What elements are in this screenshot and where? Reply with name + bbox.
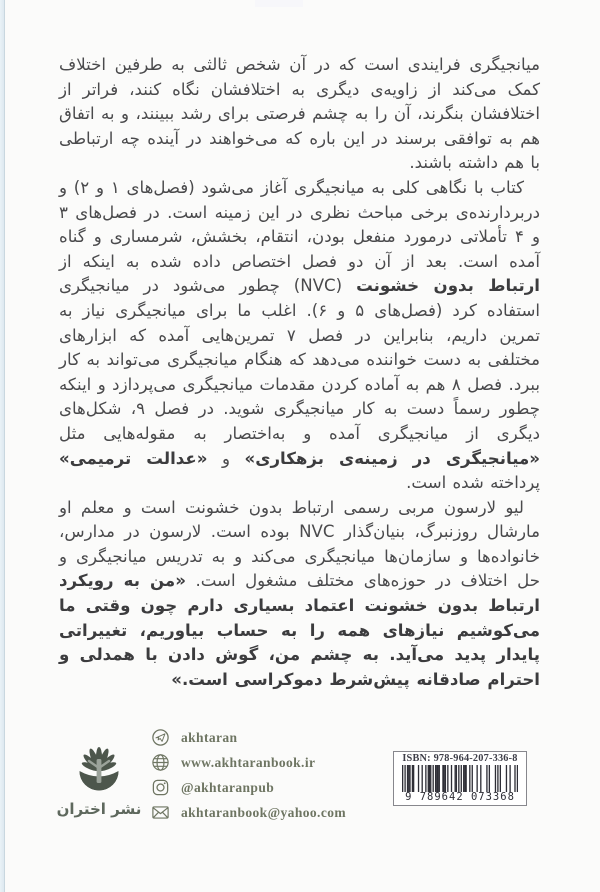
publisher-name: نشر اختران <box>56 800 142 818</box>
contact-text: akhtaranbook@yahoo.com <box>181 804 347 820</box>
barcode-digits: 9 789642 073368 <box>405 791 515 803</box>
contact-row <box>151 750 346 775</box>
paragraph: میانجیگری فرایندی است که در آن شخص ثالثی به طرفین اختلاف کمک می‌کند از زاویه‌ی دیگری به اختلافشان نگاه کنند، فراتر از اختلافشان بنگرند، آن را به چشم فرصتی برای رشد ببینند، و به اتفاق هم به توافقی برسند در این باره که می‌خواهند در آینده چه ارتباطی با هم داشته باشند. <box>59 55 540 173</box>
instagram-icon <box>151 778 170 797</box>
akhtaran-tree-logo-icon <box>74 744 124 794</box>
scan-edge-artifact <box>0 0 5 892</box>
contact-row <box>151 775 346 800</box>
contact-list <box>151 725 346 825</box>
email-icon <box>151 803 170 822</box>
telegram-icon <box>151 728 170 747</box>
barcode-image <box>402 765 518 792</box>
paragraph: لیو لارسون مربی رسمی ارتباط بدون خشونت است و معلم او مارشال روزنبرگ، بنیان‌گذار NVC بوده است. لارسون در مدارس، خانواده‌ها و سازمان‌ها میانجیگری می‌کند و به تدریس میانجیگری و حل اختلاف در حوزه‌های مختلف مشغول است. «من به رویکرد ارتباط بدون خشونت اعتماد بسیاری دارم چون وقتی ما می‌کوشیم نیازهای همه را به حساب بیاوریم، تغییراتی پایدار پدید می‌آید. به چشم من، گوش دادن با همدلی و احترام صادقانه پیش‌شرط دموکراسی است.» <box>59 497 541 689</box>
contact-row <box>151 800 346 825</box>
isbn-text: ISBN: 978-964-207-336-8 <box>402 753 518 764</box>
globe-icon <box>151 753 170 772</box>
paragraph: کتاب با نگاهی کلی به میانجیگری آغاز می‌شود (فصل‌های ۱ و ۲) و دربردارنده‌ی برخی مباحث نظری در این زمینه است. در فصل‌های ۳ و ۴ تأملاتی درمورد منفعل بودن، انتقام، بخشش، شرمساری و گناه آمده است. بعد از آن دو فصل اختصاص داده شده به اینکه از ارتباط بدون خشونت (NVC) چطور می‌شود در میانجیگری استفاده کرد (فصل‌های ۵ و ۶). اغلب ما برای میانجیگری نیاز به تمرین داریم، بنابراین در فصل ۷ تمرین‌هایی آمده که ابزارهای مختلفی به دست خواننده می‌دهد که هنگام میانجیگری می‌تواند به کار ببرد. فصل ۸ هم به آماده کردن مقدمات میانجیگری می‌پردازد و اینکه چطور رسماً دست به کار میانجیگری شوید. در فصل ۹، شکل‌های دیگری از میانجیگری آمده و به‌اختصار به مقوله‌هایی مثل «میانجیگری در زمینه‌ی بزهکاری» و «عدالت ترمیمی» پرداخته شده است. <box>59 177 540 493</box>
publisher-block <box>56 744 142 818</box>
contact-text: www.akhtaranbook.ir <box>181 754 316 770</box>
body-text <box>59 53 540 692</box>
contact-text: @akhtaranpub <box>181 779 275 795</box>
contact-text: akhtaran <box>181 729 238 745</box>
contact-row <box>151 725 346 750</box>
isbn-barcode-block <box>393 751 527 806</box>
scan-mark <box>255 0 303 7</box>
